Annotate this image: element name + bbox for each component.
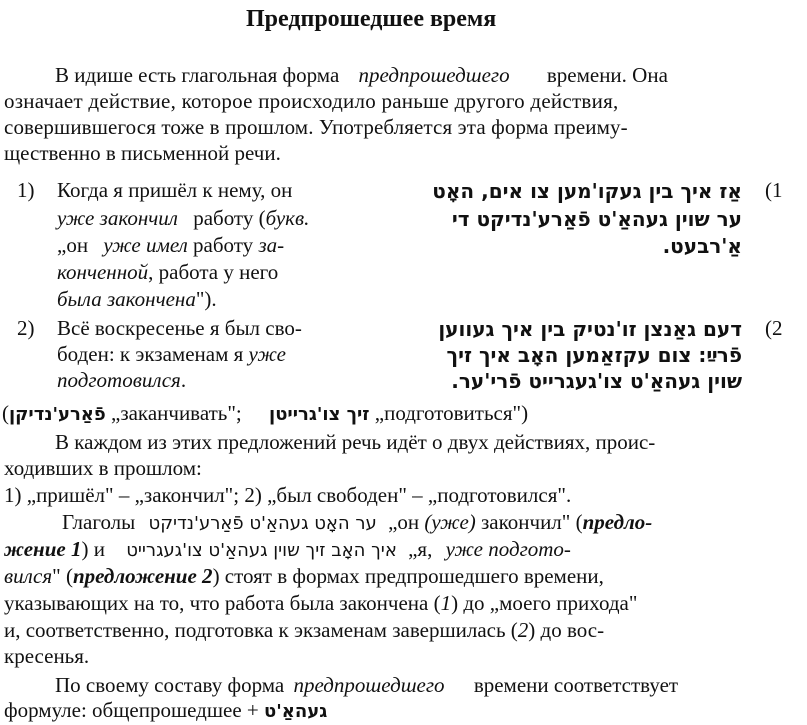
p3-bold-italic: предло- bbox=[582, 510, 653, 534]
ru-text: боден: к экзаменам я bbox=[57, 342, 244, 366]
intro-term: предпрошедшего bbox=[358, 63, 510, 87]
example-1-number: 1) bbox=[17, 178, 35, 202]
example-2-ru-line-1: Всё воскресенье я был сво- bbox=[57, 316, 302, 340]
p3-italic: вился bbox=[4, 564, 53, 588]
p3-yiddish: איך האָב זיך שוין געהאַ'ט צו'געגרייט bbox=[126, 540, 397, 561]
intro-text: времени. Она bbox=[546, 63, 668, 87]
p3-text: „я, bbox=[408, 537, 433, 561]
example-2-yiddish-line-1: דעם גאַנצן זו'נטיק בין איך געווען bbox=[438, 317, 742, 341]
ru-italic: была закончена bbox=[57, 287, 196, 311]
para2-line-1: В каждом из этих предложений речь идёт о двух действиях, проис- bbox=[55, 430, 656, 454]
para3-line-4 bbox=[4, 590, 637, 616]
ru-text: , работа у него bbox=[148, 260, 279, 284]
example-2-yiddish-line-2: פֿרײַ: צום עקזאַמען האָב איך זיך bbox=[446, 343, 742, 367]
para3-line-2 bbox=[4, 536, 571, 564]
p3-text: „он bbox=[388, 510, 420, 534]
gloss-ru-2: „подготовиться") bbox=[374, 401, 529, 425]
example-1-yiddish-line-1: אַז איך בין געקו'מען צו אים, האָט bbox=[432, 179, 742, 203]
para3-line-5 bbox=[4, 617, 604, 643]
ru-italic: уже bbox=[248, 342, 286, 366]
p3-bold-italic: предложение 2 bbox=[72, 564, 213, 588]
ru-italic: конченной bbox=[57, 260, 149, 284]
ru-text: работу bbox=[193, 233, 254, 257]
gloss-open: ( bbox=[2, 401, 9, 425]
para3-line-1 bbox=[62, 509, 652, 537]
p3-text: ) и bbox=[81, 537, 105, 561]
intro-line-1 bbox=[55, 62, 668, 88]
p3-text: и, соответственно, подготовка к экзаменам завершилась ( bbox=[4, 618, 518, 642]
example-2-number: 2) bbox=[17, 316, 35, 340]
p4-text: По своему составу форма bbox=[55, 673, 285, 697]
intro-line-4: щественно в письменной речи. bbox=[4, 141, 281, 165]
intro-text: В идише есть глагольная форма bbox=[55, 63, 340, 87]
p3-italic: 2 bbox=[517, 618, 529, 642]
p3-italic: уже подгото- bbox=[445, 537, 571, 561]
page-title: Предпрошедшее время bbox=[246, 6, 497, 32]
gloss-ru-1: „заканчивать"; bbox=[111, 401, 242, 425]
p3-text: указывающих на то, что работа была закончена ( bbox=[4, 591, 441, 615]
p3-italic: 1 bbox=[440, 591, 452, 615]
p4-text: формуле: общепрошедшее + bbox=[4, 698, 259, 722]
gloss-yiddish-1: פֿאַרע'נדיקן bbox=[9, 404, 106, 425]
p3-bold-italic: жение 1 bbox=[4, 537, 82, 561]
example-2-ru-line-2 bbox=[57, 341, 286, 367]
para4-line-1 bbox=[55, 672, 678, 698]
p3-italic: (уже) bbox=[424, 510, 476, 534]
example-2-number-right: (2 bbox=[765, 316, 783, 340]
ru-text: . bbox=[180, 368, 187, 392]
para2-line-2: ходивших в прошлом: bbox=[4, 456, 202, 480]
gloss-line bbox=[2, 400, 528, 428]
example-1-ru-line-5 bbox=[57, 286, 217, 312]
ru-italic: букв. bbox=[265, 206, 310, 230]
p3-text: Глаголы bbox=[62, 510, 136, 534]
p3-text: ) до „моего прихода" bbox=[451, 591, 638, 615]
ru-text: работу ( bbox=[193, 206, 266, 230]
ru-italic: подготовился bbox=[57, 368, 181, 392]
intro-line-3: совершившегося тоже в прошлом. Употребляется эта форма преиму- bbox=[4, 115, 628, 139]
example-1-number-right: (1 bbox=[765, 178, 783, 202]
para3-line-3 bbox=[4, 563, 604, 589]
para3-line-6: кресенья. bbox=[4, 644, 90, 668]
example-1-yiddish-line-3: אַ'רבעט. bbox=[662, 234, 742, 258]
p3-text: ) до вос- bbox=[528, 618, 605, 642]
para2-line-3: 1) „пришёл" – „закончил"; 2) „был свободен" – „подготовился". bbox=[4, 483, 572, 507]
example-1-yiddish-line-2: ער שוין געהאַ'ט פֿאַרע'נדיקט די bbox=[451, 207, 742, 231]
intro-line-2: означает действие, которое происходило раньше другого действия, bbox=[4, 89, 619, 113]
p3-text: " ( bbox=[52, 564, 73, 588]
ru-text: "). bbox=[195, 287, 217, 311]
example-2-ru-line-3 bbox=[57, 367, 186, 393]
para4-line-2 bbox=[4, 697, 327, 725]
ru-italic: за- bbox=[258, 233, 285, 257]
p4-text: времени соответствует bbox=[473, 673, 679, 697]
p4-italic: предпрошедшего bbox=[293, 673, 445, 697]
example-2-yiddish-line-3: שוין געהאַ'ט צו'געגרייט פֿרי'ער. bbox=[451, 369, 742, 393]
example-1-ru-line-2 bbox=[57, 205, 309, 231]
ru-italic: уже имел bbox=[103, 233, 188, 257]
ru-text: „он bbox=[57, 233, 89, 257]
gloss-yiddish-2: זיך צו'גרייטן bbox=[269, 404, 370, 425]
p3-text: ) стоят в формах предпрошедшего времени, bbox=[212, 564, 604, 588]
ru-italic: уже закончил bbox=[57, 206, 178, 230]
example-1-ru-line-3 bbox=[57, 232, 284, 258]
example-1-ru-line-1: Когда я пришёл к нему, он bbox=[57, 178, 293, 202]
p3-yiddish: ער האָט געהאַ'ט פֿאַרע'נדיקט bbox=[148, 513, 377, 534]
p4-yiddish: געהאַ'ט bbox=[264, 701, 328, 722]
p3-text: закончил" ( bbox=[481, 510, 583, 534]
example-1-ru-line-4 bbox=[57, 259, 278, 285]
